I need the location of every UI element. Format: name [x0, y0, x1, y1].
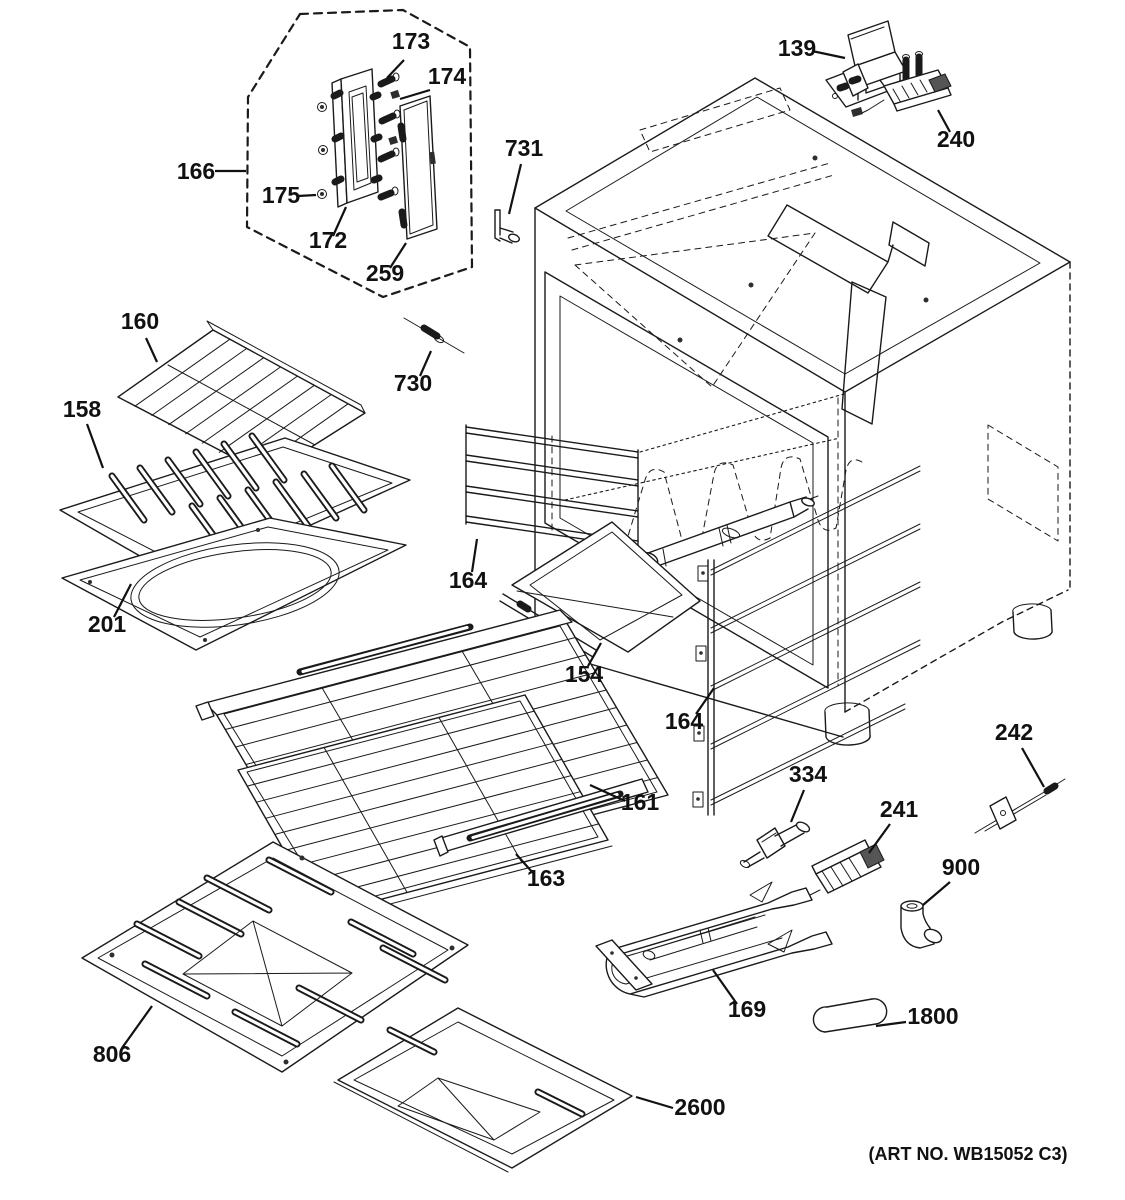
- part-label-259: 259: [365, 260, 405, 286]
- part-label-174: 174: [427, 63, 467, 89]
- part-label-242: 242: [994, 719, 1034, 745]
- part-label-173: 173: [391, 28, 431, 54]
- part-label-172: 172: [308, 227, 348, 253]
- broil-burner-tube-art: [636, 496, 818, 570]
- leader-line-175: [298, 195, 316, 196]
- part-label-240: 240: [936, 126, 976, 152]
- leader-line-241: [869, 824, 890, 853]
- part-label-201: 201: [87, 611, 127, 637]
- part-label-161: 161: [620, 789, 660, 815]
- leader-line-158: [87, 424, 103, 468]
- part-label-900: 900: [941, 854, 981, 880]
- leader-line-900: [923, 882, 950, 905]
- leader-line-334: [791, 790, 804, 822]
- part-label-2600: 2600: [674, 1094, 726, 1120]
- part-label-334: 334: [788, 761, 828, 787]
- part-label-166: 166: [176, 158, 216, 184]
- leader-line-173: [387, 60, 404, 78]
- part-label-164: 164: [448, 567, 488, 593]
- part-label-164: 164: [664, 708, 704, 734]
- bake-burner-169-art: [596, 882, 832, 997]
- wrench-1800-art: [813, 999, 886, 1032]
- art-number: (ART NO. WB15052 C3): [868, 1144, 1068, 1164]
- part-label-163: 163: [526, 865, 566, 891]
- part-label-730: 730: [393, 370, 433, 396]
- oven-bottom-2600-art: [334, 1008, 632, 1172]
- part-label-139: 139: [777, 35, 817, 61]
- probe-730-art: [404, 318, 464, 353]
- leader-line-731: [509, 164, 521, 214]
- part-label-241: 241: [879, 796, 919, 822]
- leader-line-160: [146, 338, 157, 362]
- part-label-169: 169: [727, 996, 767, 1022]
- part-label-1800: 1800: [907, 1003, 959, 1029]
- part-label-731: 731: [504, 135, 544, 161]
- sensor-242-art: [975, 779, 1065, 833]
- leader-line-139: [812, 51, 845, 58]
- bracket-731-art: [495, 210, 520, 243]
- part-label-806: 806: [92, 1041, 132, 1067]
- elbow-900-art: [901, 901, 944, 948]
- control-panel-housing-art: [318, 69, 438, 239]
- leader-line-2600: [636, 1097, 673, 1108]
- part-label-175: 175: [261, 182, 301, 208]
- leader-line-242: [1022, 748, 1044, 787]
- part-label-154: 154: [564, 661, 604, 687]
- part-label-160: 160: [120, 308, 160, 334]
- igniter-334-art: [739, 820, 811, 869]
- part-label-158: 158: [62, 396, 102, 422]
